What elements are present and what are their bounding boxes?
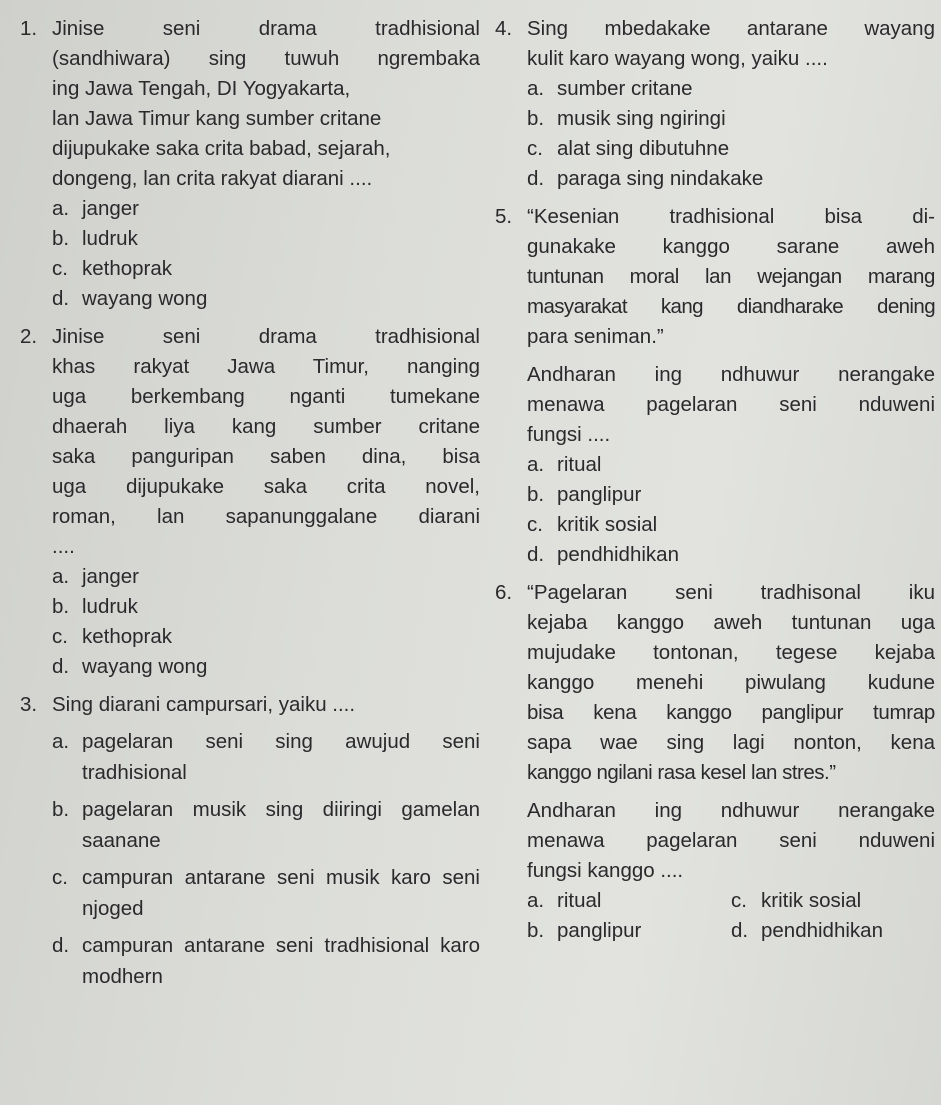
option-b[interactable] [52, 592, 480, 622]
left-column [20, 14, 480, 992]
option-key: c. [731, 889, 747, 912]
option-key: a. [52, 730, 70, 753]
text-line: .... [52, 535, 75, 558]
option-key: a. [527, 453, 545, 476]
text-line: Andharan ing ndhuwur nerangake [527, 799, 935, 822]
option-d[interactable] [52, 930, 480, 992]
option-text: kethoprak [82, 625, 173, 648]
option-text: musik sing ngiringi [557, 107, 726, 130]
question-1 [20, 14, 480, 314]
option-text: ludruk [82, 595, 138, 618]
text-line: tuntunan moral lan wejangan marang [527, 265, 935, 288]
option-text: pagelaran musik sing diiringi gamelan saanane [82, 798, 480, 852]
question-number: 4. [495, 17, 513, 40]
option-b[interactable] [527, 480, 935, 510]
question-quote [527, 578, 935, 788]
text-line: Jinise seni drama tradhisional [52, 325, 480, 348]
option-key: b. [527, 107, 545, 130]
option-key: c. [52, 625, 68, 648]
text-line: dongeng, lan crita rakyat diarani .... [52, 167, 373, 190]
text-line: “Kesenian tradhisional bisa di- [527, 205, 935, 228]
option-text: pendhidhikan [557, 543, 679, 566]
text-line: bisa kena kanggo panglipur tumrap [527, 701, 935, 724]
text-line: saka panguripan saben dina, bisa [52, 445, 480, 468]
option-b[interactable] [52, 224, 480, 254]
text-line: ing Jawa Tengah, DI Yogyakarta, [52, 77, 351, 100]
question-number: 5. [495, 205, 513, 228]
question-text: Sing diarani campursari, yaiku .... [52, 693, 356, 716]
text-line: para seniman.” [527, 325, 664, 348]
question-number: 6. [495, 581, 513, 604]
option-text: alat sing dibutuhne [557, 137, 730, 160]
question-text [52, 322, 480, 562]
text-line: mujudake tontonan, tegese kejaba [527, 641, 935, 664]
option-key: b. [527, 483, 545, 506]
question-3 [20, 690, 480, 992]
option-c[interactable] [52, 622, 480, 652]
question-text [52, 14, 480, 194]
option-a[interactable] [52, 562, 480, 592]
option-key: d. [52, 655, 70, 678]
option-key: b. [52, 595, 70, 618]
text-line: sapa wae sing lagi nonton, kena [527, 731, 935, 754]
option-key: c. [52, 866, 68, 889]
option-text: campuran antarane seni tradhisional karo modhern [82, 934, 480, 988]
text-line: menawa pagelaran seni nduweni [527, 829, 935, 852]
option-text: panglipur [557, 919, 642, 942]
option-text: ritual [557, 889, 602, 912]
option-a[interactable] [52, 194, 480, 224]
option-d[interactable] [731, 916, 935, 946]
text-line: kejaba kanggo aweh tuntunan uga [527, 611, 935, 634]
option-text: kritik sosial [761, 889, 862, 912]
question-prompt [527, 796, 935, 886]
option-a[interactable] [52, 726, 480, 788]
question-prompt [527, 360, 935, 450]
options-row [527, 916, 935, 946]
option-key: d. [527, 543, 545, 566]
text-line: lan Jawa Timur kang sumber critane [52, 107, 382, 130]
text-line: Jinise seni drama tradhisional [52, 17, 480, 40]
option-key: d. [527, 167, 545, 190]
option-text: janger [82, 197, 139, 220]
option-c[interactable] [52, 254, 480, 284]
option-key: b. [52, 798, 70, 821]
options-row [527, 886, 935, 916]
text-line: Sing mbedakake antarane wayang [527, 17, 935, 40]
option-text: sumber critane [557, 77, 693, 100]
option-d[interactable] [527, 164, 935, 194]
option-c[interactable] [527, 134, 935, 164]
option-text: paraga sing nindakake [557, 167, 764, 190]
option-text: kethoprak [82, 257, 173, 280]
question-5 [495, 202, 935, 570]
option-text: wayang wong [82, 287, 208, 310]
text-line: gunakake kanggo sarane aweh [527, 235, 935, 258]
question-number: 1. [20, 17, 38, 40]
option-c[interactable] [52, 862, 480, 924]
option-text: campuran antarane seni musik karo seni njoged [82, 866, 480, 920]
option-key: c. [527, 513, 543, 536]
text-line: uga berkembang nganti tumekane [52, 385, 480, 408]
text-line: kanggo ngilani rasa kesel lan stres.” [527, 761, 836, 784]
question-4 [495, 14, 935, 194]
option-text: panglipur [557, 483, 642, 506]
text-line: masyarakat kang diandharake dening [527, 295, 935, 318]
option-key: d. [52, 287, 70, 310]
question-quote [527, 202, 935, 352]
option-c[interactable] [731, 886, 935, 916]
text-line: “Pagelaran seni tradhisonal iku [527, 581, 935, 604]
option-text: kritik sosial [557, 513, 658, 536]
text-line: Andharan ing ndhuwur nerangake [527, 363, 935, 386]
question-number: 3. [20, 693, 38, 716]
option-key: a. [527, 77, 545, 100]
option-d[interactable] [52, 652, 480, 682]
question-6 [495, 578, 935, 946]
option-a[interactable] [527, 886, 731, 916]
option-text: pendhidhikan [761, 919, 883, 942]
option-key: d. [731, 919, 749, 942]
right-column [495, 14, 935, 946]
question-number: 2. [20, 325, 38, 348]
option-b[interactable] [52, 794, 480, 856]
option-c[interactable] [527, 510, 935, 540]
text-line: dijupukake saka crita babad, sejarah, [52, 137, 391, 160]
text-line: (sandhiwara) sing tuwuh ngrembaka [52, 47, 480, 70]
text-line: khas rakyat Jawa Timur, nanging [52, 355, 480, 378]
option-key: c. [527, 137, 543, 160]
option-d[interactable] [527, 540, 935, 570]
option-a[interactable] [527, 74, 935, 104]
option-text: ritual [557, 453, 602, 476]
option-text: janger [82, 565, 139, 588]
question-text [527, 14, 935, 74]
option-b[interactable] [527, 916, 731, 946]
option-text: wayang wong [82, 655, 208, 678]
option-key: d. [52, 934, 70, 957]
option-text: ludruk [82, 227, 138, 250]
text-line: roman, lan sapanunggalane diarani [52, 505, 480, 528]
option-b[interactable] [527, 104, 935, 134]
text-line: fungsi kanggo .... [527, 859, 684, 882]
option-text: pagelaran seni sing awujud seni tradhisional [82, 730, 480, 784]
text-line: dhaerah liya kang sumber critane [52, 415, 480, 438]
option-key: a. [52, 197, 70, 220]
option-key: c. [52, 257, 68, 280]
option-d[interactable] [52, 284, 480, 314]
text-line: menawa pagelaran seni nduweni [527, 393, 935, 416]
option-key: a. [52, 565, 70, 588]
text-line: kanggo menehi piwulang kudune [527, 671, 935, 694]
option-key: b. [527, 919, 545, 942]
option-a[interactable] [527, 450, 935, 480]
text-line: kulit karo wayang wong, yaiku .... [527, 47, 828, 70]
text-line: fungsi .... [527, 423, 611, 446]
option-key: b. [52, 227, 70, 250]
text-line: uga dijupukake saka crita novel, [52, 475, 480, 498]
question-2 [20, 322, 480, 682]
option-key: a. [527, 889, 545, 912]
